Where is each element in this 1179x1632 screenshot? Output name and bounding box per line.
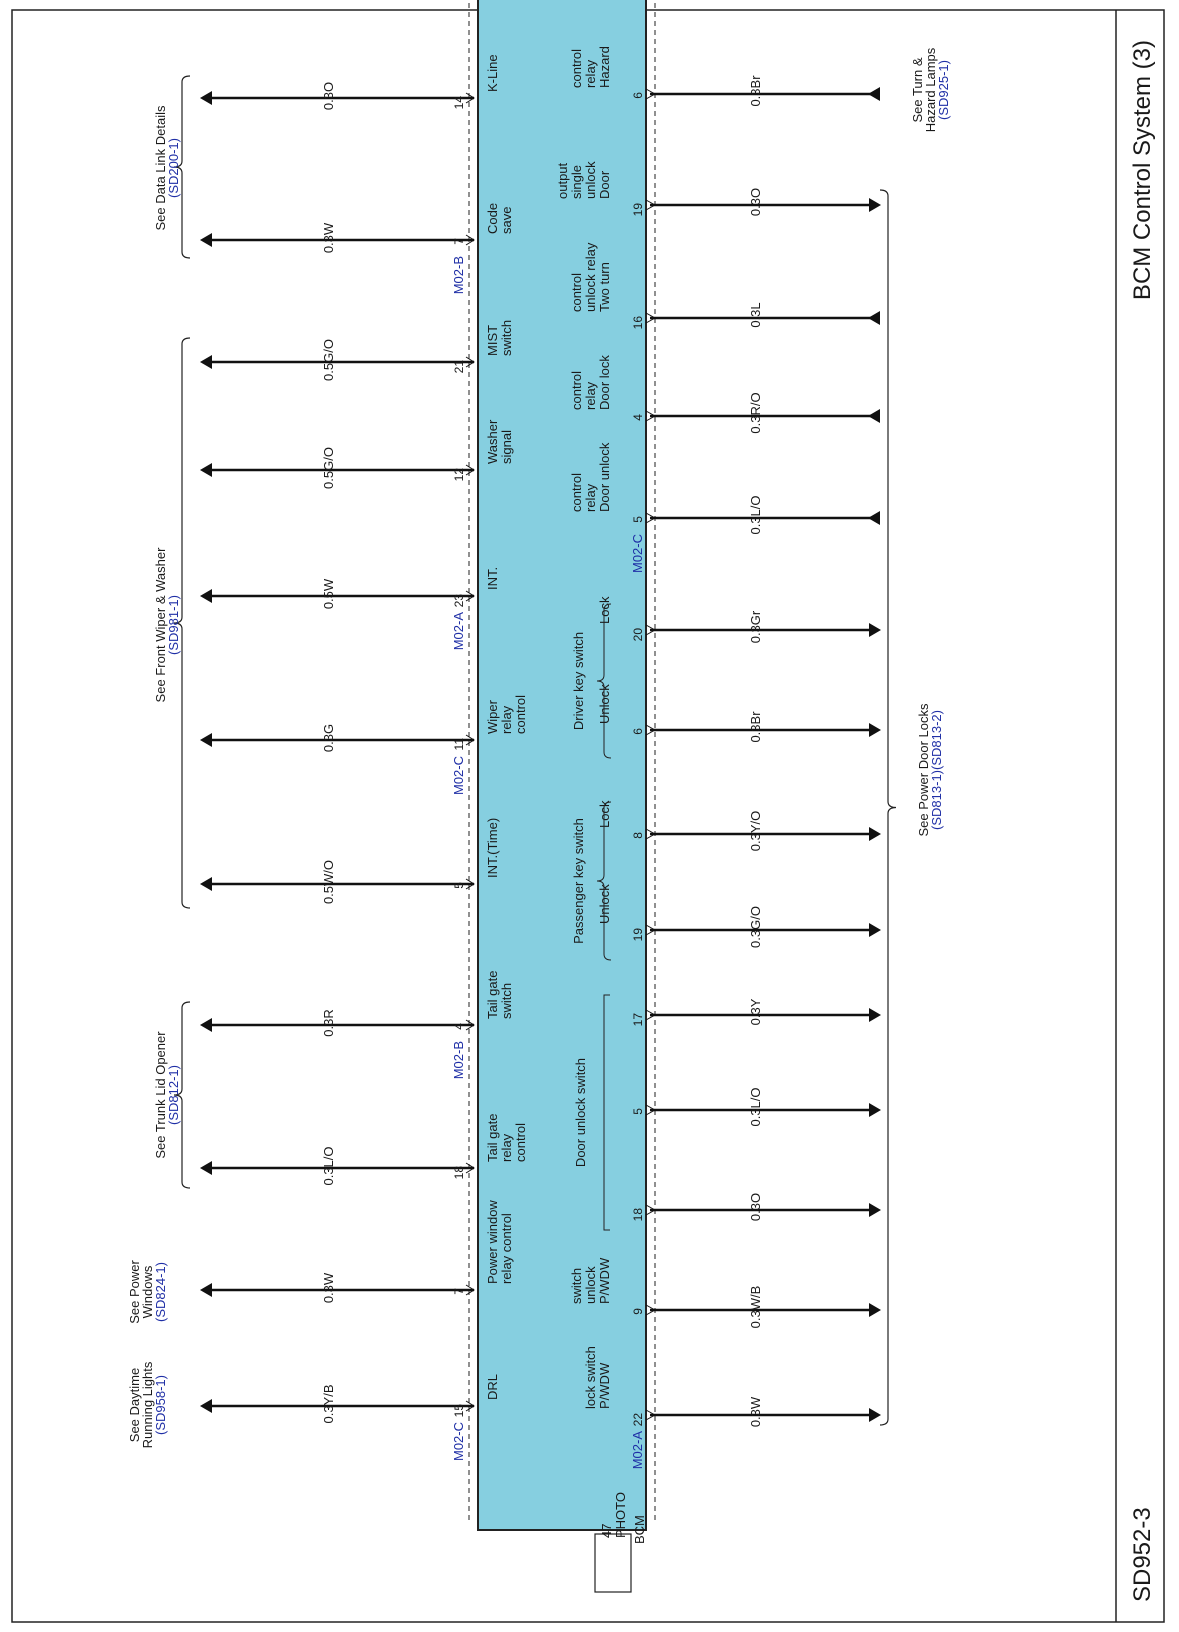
left-pin-label: Power window — [485, 1200, 500, 1284]
ref-front-wiper-text: See Front Wiper & Washer — [153, 547, 168, 703]
right-wire-code: 0.3W/B — [748, 1285, 763, 1329]
left-wire-code: 0.3O — [321, 81, 336, 111]
right-arrow-in — [868, 409, 880, 423]
right-wire-code: 0.3Br — [748, 75, 763, 107]
left-wire-code: 0.5W/O — [321, 859, 336, 905]
right-pin-number: 8 — [631, 832, 645, 839]
passenger-key-switch-label: Passenger key switch — [571, 818, 586, 944]
right-wire-code: 0.3O — [748, 187, 763, 217]
ref-data-link-text: See Data Link Details — [153, 105, 168, 231]
left-pin-label: INT. — [485, 566, 500, 590]
left-arrow — [200, 1161, 212, 1175]
ref-drl-text: See Daytime — [127, 1367, 142, 1443]
right-pin-label: P/WDW — [597, 1257, 612, 1304]
left-pin-number: 7 — [452, 1288, 466, 1295]
left-arrow — [200, 877, 212, 891]
left-pin-number: 14 — [452, 96, 466, 110]
left-arrow — [200, 355, 212, 369]
right-wire-code: 0.3Br — [748, 711, 763, 743]
left-pin-label: relay — [499, 705, 514, 734]
driver-key-switch-label: Driver key switch — [571, 631, 586, 731]
right-wire-code: 0.3R/O — [748, 392, 763, 434]
left-pin-number: 18 — [452, 1166, 466, 1180]
right-pin-number: 4 — [631, 414, 645, 421]
left-pin-label: control — [513, 694, 528, 734]
right-pin-label: Lock — [597, 800, 612, 828]
left-wire-code: 0.3W — [321, 222, 336, 254]
right-pin-label: Unlock — [597, 884, 612, 924]
left-wire-code: 0.3R — [321, 1009, 336, 1037]
left-pin-label: signal — [499, 430, 514, 464]
right-pin-label: unlock — [583, 1266, 598, 1304]
ref-front-wiper-code: (SD981-1) — [166, 595, 181, 655]
right-pin-number: 9 — [631, 1308, 645, 1315]
right-pin-label: unlock — [583, 161, 598, 199]
left-pin-label: Wiper — [485, 700, 500, 734]
right-connector-label: M02-A — [630, 1431, 645, 1470]
right-pin-number: 16 — [631, 316, 645, 330]
right-arrow-out — [869, 1203, 881, 1217]
right-pin-number: 6 — [631, 92, 645, 99]
right-pin-label: output — [555, 162, 570, 199]
ref-power-windows-text: Windows — [140, 1265, 155, 1319]
right-pin-number: 17 — [631, 1013, 645, 1027]
ref-power-door-locks-text: See Power Door Locks — [916, 703, 931, 837]
left-wire-code: 0.5G/O — [321, 339, 336, 381]
left-arrow — [200, 233, 212, 247]
left-pin-number: 4 — [452, 1023, 466, 1030]
left-pin-label: switch — [499, 319, 514, 356]
left-arrow — [200, 463, 212, 477]
ref-trunk-lid-code: (SD812-1) — [166, 1065, 181, 1125]
page-code: SD952-3 — [1129, 1507, 1156, 1602]
ref-turn-hazard-text: Hazard Lamps — [923, 47, 938, 133]
right-pin-label: switch — [569, 1267, 584, 1304]
left-wire-code: 0.3W — [321, 1272, 336, 1304]
ref-turn-hazard-text: See Turn & — [910, 57, 925, 123]
left-pin-label: INT.(Time) — [485, 817, 500, 878]
right-pin-label: Two turn — [597, 262, 612, 312]
ref-trunk-lid-text: See Trunk Lid Opener — [153, 1031, 168, 1159]
right-pin-label: control — [569, 272, 584, 312]
photo-box — [595, 1534, 631, 1592]
right-pin-label: Door lock — [597, 355, 612, 410]
ref-power-door-locks-code: (SD813-1)(SD813-2) — [929, 710, 944, 830]
right-pin-label: single — [569, 165, 584, 199]
right-pin-label: control — [569, 370, 584, 410]
right-pin-number: 22 — [631, 1413, 645, 1427]
left-arrow — [200, 589, 212, 603]
ref-drl-code: (SD958-1) — [153, 1375, 168, 1435]
left-arrow — [200, 733, 212, 747]
left-arrow — [200, 1018, 212, 1032]
right-arrow-out — [869, 1103, 881, 1117]
right-wire-code: 0.3L/O — [748, 495, 763, 535]
left-pin-label: Code — [485, 202, 500, 234]
diagram-title: BCM Control System (3) — [1129, 40, 1156, 301]
left-pin-label: relay — [499, 1133, 514, 1162]
left-pin-number: 11 — [452, 738, 466, 751]
right-pin-label: Door — [597, 170, 612, 199]
right-wire-code: 0.3Gr — [748, 610, 763, 644]
right-pin-number: 6 — [631, 728, 645, 735]
right-pin-label: relay — [583, 381, 598, 410]
photo-number: 47 — [599, 1523, 614, 1538]
right-arrow-in — [868, 511, 880, 525]
left-pin-label: DRL — [485, 1373, 500, 1400]
right-arrow-out — [869, 723, 881, 737]
left-pin-number: 21 — [452, 360, 466, 374]
right-arrow-out — [869, 1303, 881, 1317]
right-arrow-out — [869, 198, 881, 212]
right-pin-number: 20 — [631, 628, 645, 642]
left-wire-code: 0.3Y/B — [321, 1384, 336, 1424]
right-pin-number: 19 — [631, 928, 645, 942]
door-unlock-switch-label: Door unlock switch — [573, 1057, 588, 1168]
right-pin-label: relay — [583, 483, 598, 512]
right-wire-code: 0.3Y — [748, 998, 763, 1026]
left-pin-label: control — [513, 1122, 528, 1162]
bcm-name: BCM — [632, 1515, 647, 1544]
left-connector-label: M02-B — [451, 256, 466, 295]
right-pin-number: 19 — [631, 203, 645, 217]
right-pin-label: P/WDW — [597, 1362, 612, 1409]
right-pin-label: relay — [583, 59, 598, 88]
right-wire-code: 0.3W — [748, 1396, 763, 1428]
left-pin-number: 15 — [452, 1404, 466, 1418]
right-pin-label: lock switch — [583, 1346, 598, 1409]
right-wire-code: 0.3G/O — [748, 906, 763, 948]
left-pin-number: 12 — [452, 468, 466, 482]
right-pin-label: unlock relay — [583, 242, 598, 312]
left-arrow — [200, 1283, 212, 1297]
ref-data-link-code: (SD200-1) — [166, 138, 181, 198]
left-pin-number: 5 — [452, 882, 466, 889]
right-wire-code: 0.3L — [748, 302, 763, 328]
right-pin-label: control — [569, 472, 584, 512]
left-pin-label: Tail gate — [485, 970, 500, 1019]
right-arrow-in — [868, 87, 880, 101]
left-wire-code: 0.3G — [321, 723, 336, 753]
left-pin-label: relay control — [499, 1213, 514, 1284]
left-wire-code: 0.5W — [321, 578, 336, 610]
right-wire-code: 0.3Y/O — [748, 810, 763, 852]
left-pin-number: 23 — [452, 594, 466, 608]
left-wire-code: 0.5G/O — [321, 447, 336, 489]
ref-power-windows-code: (SD824-1) — [153, 1262, 168, 1322]
left-pin-label: MIST — [485, 324, 500, 356]
right-arrow-out — [869, 623, 881, 637]
brace — [880, 190, 896, 1425]
right-pin-number: 18 — [631, 1208, 645, 1222]
ref-drl-text: Running Lights — [140, 1361, 155, 1449]
left-connector-label: M02-C — [451, 756, 466, 796]
left-arrow — [200, 91, 212, 105]
right-connector-label: M02-C — [630, 534, 645, 574]
diagram-body — [127, 0, 951, 1592]
right-arrow-out — [869, 923, 881, 937]
left-wire-code: 0.3L/O — [321, 1146, 336, 1186]
right-arrow-in — [868, 311, 880, 325]
left-pin-label: switch — [499, 982, 514, 1019]
right-pin-label: control — [569, 48, 584, 88]
left-pin-number: 7 — [452, 238, 466, 245]
right-arrow-out — [869, 1008, 881, 1022]
left-pin-label: K-Line — [485, 54, 500, 92]
ref-turn-hazard-code: (SD925-1) — [936, 60, 951, 120]
right-wire-code: 0.3L/O — [748, 1087, 763, 1127]
right-pin-number: 5 — [631, 516, 645, 523]
right-pin-label: Unlock — [597, 684, 612, 724]
left-pin-label: save — [499, 206, 514, 234]
left-connector-label: M02-C — [451, 1422, 466, 1462]
left-connector-label: M02-A — [451, 612, 466, 651]
left-arrow — [200, 1399, 212, 1413]
right-pin-label: Hazard — [597, 46, 612, 88]
right-wire-code: 0.3O — [748, 1192, 763, 1222]
left-pin-label: Tail gate — [485, 1113, 500, 1162]
right-pin-number: 5 — [631, 1108, 645, 1115]
photo-label: PHOTO — [613, 1492, 628, 1538]
left-pin-label: Washer — [485, 419, 500, 464]
right-arrow-out — [869, 827, 881, 841]
right-pin-label: Door unlock — [597, 442, 612, 512]
ref-power-windows-text: See Power — [127, 1260, 142, 1324]
left-connector-label: M02-B — [451, 1041, 466, 1080]
right-pin-label: Lock — [597, 596, 612, 624]
right-arrow-out — [869, 1408, 881, 1422]
